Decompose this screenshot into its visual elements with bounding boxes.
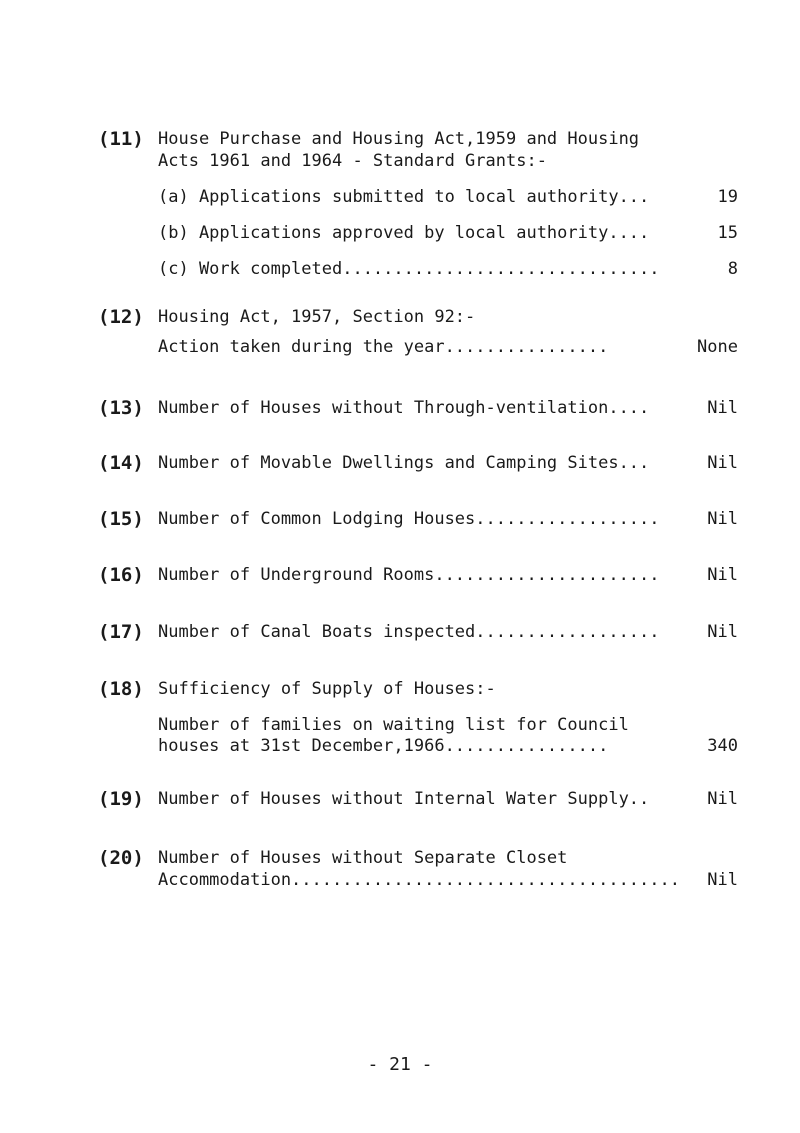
item-text: Number of Houses without Internal Water Supply.. [158,789,650,809]
item-number: (20) [98,847,144,869]
item-heading-line: House Purchase and Housing Act,1959 and Housing [158,129,640,149]
subitem-text: houses at 31st December,1966................ [158,736,609,756]
item-value: Nil [707,398,738,418]
item-text: Number of Movable Dwellings and Camping Sites... [158,453,650,473]
item-number: (12) [98,306,144,328]
item-number: (15) [98,508,144,530]
item-value: Nil [707,509,738,529]
subitem-text: (a) Applications submitted to local authority... [158,187,650,207]
item-heading-line: Housing Act, 1957, Section 92:- [158,307,476,327]
item-number: (19) [98,788,144,810]
subitem-text: Accommodation...................................... [158,870,680,890]
item-value: Nil [707,789,738,809]
item-number: (13) [98,397,144,419]
item-value: Nil [707,453,738,473]
subitem-text: Action taken during the year................ [158,337,609,357]
subitem-value: 19 [717,187,738,207]
item-text: Number of Houses without Through-ventilation.... [158,398,650,418]
item-text: Number of Common Lodging Houses.................. [158,509,660,529]
subitem-text: (b) Applications approved by local authority.... [158,223,650,243]
item-value: Nil [707,565,738,585]
subitem-value: 340 [707,736,738,756]
item-value: Nil [707,622,738,642]
subitem-text: Number of families on waiting list for Council [158,715,629,735]
page-number: - 21 - [367,1054,433,1075]
item-number: (11) [98,128,144,150]
subitem-value: 8 [727,259,738,279]
item-heading-line: Number of Houses without Separate Closet [158,848,568,868]
item-number: (14) [98,452,144,474]
item-number: (17) [98,621,144,643]
item-heading-line: Sufficiency of Supply of Houses:- [158,679,496,699]
item-number: (16) [98,564,144,586]
item-text: Number of Canal Boats inspected.................. [158,622,660,642]
subitem-value: None [697,337,738,357]
subitem-value: 15 [717,223,738,243]
item-heading-line: Acts 1961 and 1964 - Standard Grants:- [158,151,547,171]
item-text: Number of Underground Rooms...................... [158,565,660,585]
subitem-value: Nil [707,870,738,890]
subitem-text: (c) Work completed............................... [158,259,660,279]
item-number: (18) [98,678,144,700]
